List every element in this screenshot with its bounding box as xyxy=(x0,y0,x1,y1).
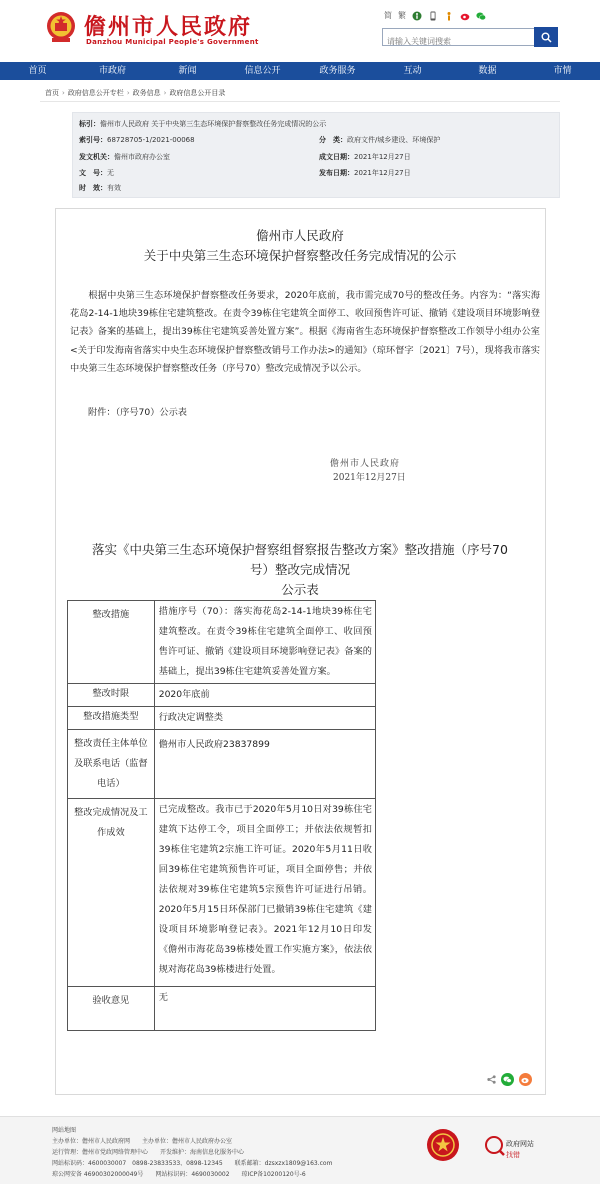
table-row xyxy=(68,601,376,684)
info-created xyxy=(319,152,411,162)
breadcrumb-disclosure[interactable]: 政府信息公开专栏 xyxy=(67,89,124,97)
info-published-label: 发布日期： xyxy=(319,169,354,177)
traditional-link[interactable]: 繁 xyxy=(398,11,406,20)
footer-phone: 网站标识码：4600030007 0898-23833533、0898-12345 xyxy=(52,1160,223,1167)
info-published xyxy=(319,168,411,178)
table-value: 无 xyxy=(154,987,375,1031)
info-issuer-value: 儋州市政府办公室 xyxy=(114,153,170,161)
nav-item-services[interactable]: 政务服务 xyxy=(319,66,356,76)
error-finder-sub: 找错 xyxy=(506,1151,520,1159)
info-created-value: 2021年12月27日 xyxy=(354,153,411,161)
info-validity-label: 时 效： xyxy=(79,184,107,192)
nav-item-interaction[interactable]: 互动 xyxy=(403,66,422,76)
table-value: 行政决定调整类 xyxy=(154,707,375,730)
info-issuer-label: 发文机关： xyxy=(79,153,114,161)
table-value: 儋州市人民政府23837899 xyxy=(154,730,375,799)
breadcrumb-catalog[interactable]: 政府信息公开目录 xyxy=(169,89,226,97)
info-category-value: 政府文件/城乡建设、环境保护 xyxy=(347,136,441,144)
nav-item-data[interactable]: 数据 xyxy=(478,66,497,76)
info-created-label: 成文日期： xyxy=(319,153,354,161)
site-header xyxy=(0,0,600,62)
breadcrumb-office[interactable]: 政务信息 xyxy=(132,89,161,97)
nav-item-home[interactable]: 首页 xyxy=(28,66,47,76)
info-index-label: 标引： xyxy=(79,120,100,128)
signature-date: 2021年12月27日 xyxy=(333,473,406,483)
table-key: 整改时限 xyxy=(68,684,155,707)
top-links xyxy=(384,10,486,21)
footer-host-unit: 主办单位：儋州市人民政府办公室 xyxy=(142,1138,233,1145)
share-icon[interactable] xyxy=(487,1075,496,1084)
search-box xyxy=(382,28,558,46)
section-title-line1: 落实《中央第三生态环境保护督察组督察报告整改方案》整改措施（序号70 xyxy=(92,542,508,557)
table-value: 已完成整改。我市已于2020年5月10日对39栋住宅建筑下达停工令，项目全面停工；并依法依规暂扣39栋住宅建筑2宗施工许可证。2020年5月11日收回39栋住宅建筑预售许可证，项目全面停售；并依法依规对39栋住宅建筑5宗预售许可证进行吊销。2020年5月15日环保部门已撤销39栋住宅建筑《建设项目环境影响登记表》。2021年12月10日印发《儋州市海花岛39栋楼处置工作实施方案》，依法依规对海花岛39栋楼进行处置。 xyxy=(154,799,375,987)
info-docno-value: 无 xyxy=(107,169,114,177)
info-category-label: 分 类： xyxy=(319,136,347,144)
footer-police-record[interactable]: 琼公网安备 46900302000049号 xyxy=(52,1171,144,1178)
article-title-line2: 关于中央第三生态环境保护督察整改任务完成情况的公示 xyxy=(143,248,457,263)
table-key: 验收意见 xyxy=(68,987,155,1031)
simplified-link[interactable]: 简 xyxy=(384,11,392,20)
info-index-no-value: 68728705-1/2021-00068 xyxy=(107,136,195,144)
breadcrumb xyxy=(45,88,225,98)
info-docno xyxy=(79,168,114,178)
wechat-icon[interactable] xyxy=(476,11,486,21)
mobile-icon[interactable] xyxy=(428,11,438,21)
main-nav xyxy=(0,62,600,80)
footer-email: 联系邮箱：dzsxzx1809@163.com xyxy=(234,1160,333,1167)
elder-mode-icon[interactable] xyxy=(444,11,454,21)
breadcrumb-home[interactable]: 首页 xyxy=(45,89,59,97)
info-index-no-label: 索引号： xyxy=(79,136,107,144)
error-finder-label: 政府网站 xyxy=(506,1140,534,1148)
footer-maintainer: 开发维护：海南信息化服务中心 xyxy=(160,1149,245,1156)
weibo-icon[interactable] xyxy=(460,11,470,21)
search-button[interactable] xyxy=(534,27,558,47)
weibo-share-icon[interactable] xyxy=(519,1073,532,1086)
table-key: 整改完成情况及工作成效 xyxy=(68,799,155,987)
info-validity-value: 有效 xyxy=(107,184,121,192)
info-docno-label: 文 号： xyxy=(79,169,107,177)
table-value: 2020年底前 xyxy=(154,684,375,707)
footer-sitemap-link[interactable]: 网站地图 xyxy=(52,1127,77,1134)
table-key: 整改措施 xyxy=(68,601,155,684)
info-index-value: 儋州市人民政府 关于中央第三生态环境保护督察整改任务完成情况的公示 xyxy=(100,120,327,128)
footer-icp[interactable]: 琼ICP备10200120号-6 xyxy=(241,1171,306,1178)
footer-operator: 运行管理：儋州市党政网络管理中心 xyxy=(52,1149,149,1156)
breadcrumb-separator: › xyxy=(62,89,65,97)
table-key: 整改措施类型 xyxy=(68,707,155,730)
nav-item-city-info[interactable]: 市情 xyxy=(553,66,572,76)
document-info-box xyxy=(72,112,560,198)
info-issuer xyxy=(79,152,170,162)
search-icon xyxy=(541,32,552,43)
table-row xyxy=(68,730,376,799)
table-row xyxy=(68,987,376,1031)
nav-item-government[interactable]: 市政府 xyxy=(98,66,126,76)
info-index xyxy=(79,119,326,129)
table-value: 措施序号（70）：落实海花岛2-14-1地块39栋住宅建筑整改。在责令39栋住宅建筑全面停工、收回预售许可证、撤销《建设项目环境影响登记表》备案的基础上，提出39栋住宅建筑妥善处置方案。 xyxy=(154,601,375,684)
table-key: 整改责任主体单位及联系电话（监督电话） xyxy=(68,730,155,799)
accessibility-icon[interactable] xyxy=(412,11,422,21)
footer-site-code: 网站标识码：4690030002 xyxy=(155,1171,230,1178)
share-bar xyxy=(487,1073,532,1086)
site-title: 儋州市人民政府 xyxy=(84,14,253,40)
nav-item-news[interactable]: 新闻 xyxy=(178,66,197,76)
publicity-table xyxy=(67,600,376,1031)
wechat-share-icon[interactable] xyxy=(501,1073,514,1086)
search-input[interactable] xyxy=(383,34,533,50)
info-category xyxy=(319,135,440,145)
table-row xyxy=(68,707,376,730)
article-title-line1: 儋州市人民政府 xyxy=(256,228,344,243)
article-paragraph: 根据中央第三生态环境保护督察整改任务要求，2020年底前，我市需完成70号的整改任务。内容为：“落实海花岛2-14-1地块39栋住宅建筑整改。在责令39栋住宅建筑全面停工、收回预售许可证、撤销《建设项目环境影响登记表》备案的基础上，提出39栋住宅建筑妥善处置方案”。根据《海南省生态环境保护督察整改工作领导小组办公室<关于印发海南省落实中央生态环境保护督察整改销号工作办法>的通知》（琼环督字〔2021〕7号），现将我市落实中央第三生态环境保护督察整改任务（序号70）整改完成情况予以公示。 xyxy=(70,290,540,374)
breadcrumb-separator: › xyxy=(163,89,167,97)
footer-info xyxy=(52,1125,332,1180)
signature-organization: 儋州市人民政府 xyxy=(330,459,401,469)
table-row xyxy=(68,684,376,707)
table-row xyxy=(68,799,376,987)
info-index-no xyxy=(79,135,195,145)
party-government-badge-icon[interactable] xyxy=(426,1128,460,1162)
nav-item-disclosure[interactable]: 信息公开 xyxy=(244,66,281,76)
info-validity xyxy=(79,183,121,193)
article-body xyxy=(70,287,540,378)
breadcrumb-divider xyxy=(40,101,560,102)
site-error-finder-badge[interactable] xyxy=(484,1132,544,1162)
site-subtitle: Danzhou Municipal People's Government xyxy=(86,38,259,46)
info-published-value: 2021年12月27日 xyxy=(354,169,411,177)
section-title-line3: 公示表 xyxy=(281,582,319,597)
breadcrumb-separator: › xyxy=(126,89,130,97)
section-title-line2: 号）整改完成情况 xyxy=(249,562,350,577)
article-attachment: 附件：（序号70）公示表 xyxy=(88,407,187,418)
national-emblem-icon xyxy=(46,10,76,44)
footer-host-site: 主办单位：儋州市人民政府网 xyxy=(52,1138,131,1145)
